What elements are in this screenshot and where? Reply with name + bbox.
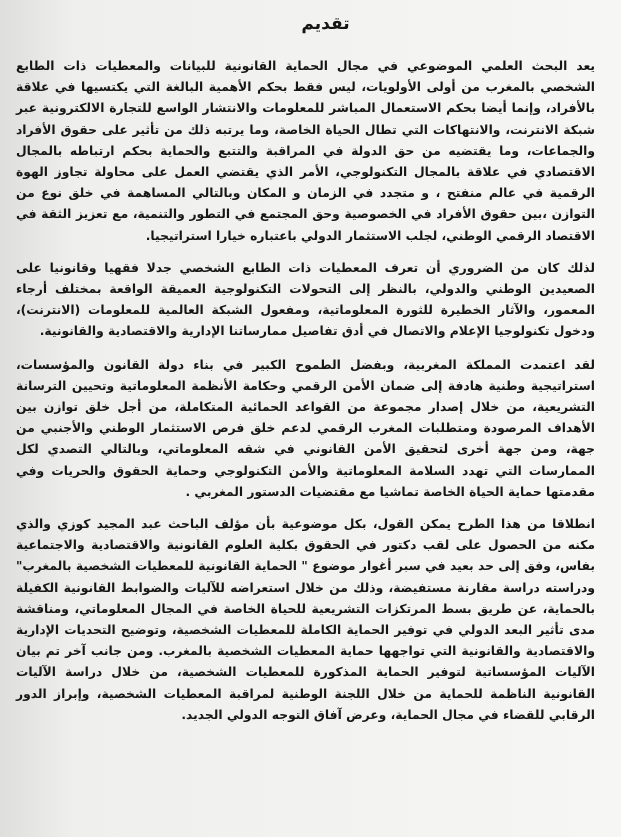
paragraph-2: لذلك كان من الضروري أن تعرف المعطيات ذات الطابع الشخصي جدلا فقهيا وقانونيا على الصعيدين الوطني والدولي، بالنظر إلى التحولات التكنولوجية العميقة الواقعة بمختلف أرجاء المعمور، والآثار الخطيرة للثورة المعلوماتية، ومفعول الشبكة العالمية للمعلومات (الانترنت)، ودخول تكنولوجيا الإعلام والاتصال في أدق تفاصيل ممارساتنا الإدارية والاقتصادية والقانونية. — [16, 260, 595, 339]
paragraph-1: يعد البحث العلمي الموضوعي في مجال الحماية القانونية للبيانات والمعطيات ذات الطابع الشخصي بالمغرب من أولى الأولويات، ليس فقط بحكم الأهمية البالغة التي يكتسيها في علاقة بالأفراد، وإنما أيضا بحكم الاستعمال المباشر للمعلومات والانتشار الواسع للتجارة الالكترونية عبر شبكة الانترنت، والانتهاكات التي تطال الحياة الخاصة، وما يرتبه ذلك من تأثير على حقوق الأفراد والجماعات، وما يقتضيه من حق الدولة في المراقبة والتتبع والحماية بحكم ارتباطه بالمجال الاقتصادي في علاقة بالمجال التكنولوجي، الأمر الذي يقتضي العمل على محاولة تجاوز الهوة الرقمية في عالم منفتح ، و متجدد في الزمان و المكان وبالتالي المساهمة في خلق نوع من التوازن ،بين حقوق الأفراد في الخصوصية وحق المجتمع في التطور والتنمية، مع تعزيز الثقة في الاقتصاد الرقمي الوطني، لجلب الاستثمار الدولي باعتباره خيارا استراتيجيا. — [16, 59, 595, 243]
paragraph-3: لقد اعتمدت المملكة المغربية، وبفضل الطموح الكبير في بناء دولة القانون والمؤسسات، استراتيجية وطنية هادفة إلى ضمان الأمن الرقمي وحكامة الأنظمة المعلوماتية وتحيين الترسانة التشريعية، من خلال إصدار مجموعة من القواعد الحمائية المتكاملة، من أجل خلق توازن بين الأهداف المرصودة ومتطلبات المغرب الرقمي لدعم خلق فرص الاستثمار الوطني والأجنبي من جهة، ومن جهة أخرى لتحقيق الأمن القانوني في شقه المعلوماتي، وبالتالي التصدي لكل الممارسات التي تهدد السلامة المعلوماتية والأمن التكنولوجي وحماية الحقوق والحريات وفي مقدمتها حماية الحياة الخاصة تماشيا مع مقتضيات الدستور المغربي . — [16, 357, 595, 499]
paragraph-4: انطلاقا من هذا الطرح يمكن القول، بكل موضوعية بأن مؤلف الباحث عبد المجيد كوزي والذي مكنه من الحصول على لقب دكتور في الحقوق بكلية العلوم القانونية والاقتصادية والاجتماعية بفاس، وفق إلى حد بعيد في سبر أغوار موضوع " الحماية القانونية للمعطيات الشخصية بالمغرب" ودراسته دراسة مقارنة مستفيضة، وذلك من خلال استعراضه للآليات والضوابط القانونية الكفيلة بالحماية، عن طريق بسط المرتكزات التشريعية للحياة الخاصة في المجال المعلوماتي، ومناقشة مدى تأثير البعد الدولي في توفير الحماية الكاملة للمعطيات الشخصية، وتوضيح التحديات الإدارية والاقتصادية والقانونية التي تواجهها حماية المعطيات الشخصية بالمغرب. ومن جانب آخر تم بيان الآليات المؤسساتية لتوفير الحماية المذكورة للمعطيات الشخصية، من خلال دراسة الآليات القانونية الناظمة للحماية من خلال اللجنة الوطنية لمراقبة المعطيات الشخصية، وإبراز الدور الرقابي للقضاء في مجال الحماية، وعرض آفاق التوجه الدولي الجديد. — [16, 517, 595, 722]
page-title: تقديم — [301, 14, 350, 34]
